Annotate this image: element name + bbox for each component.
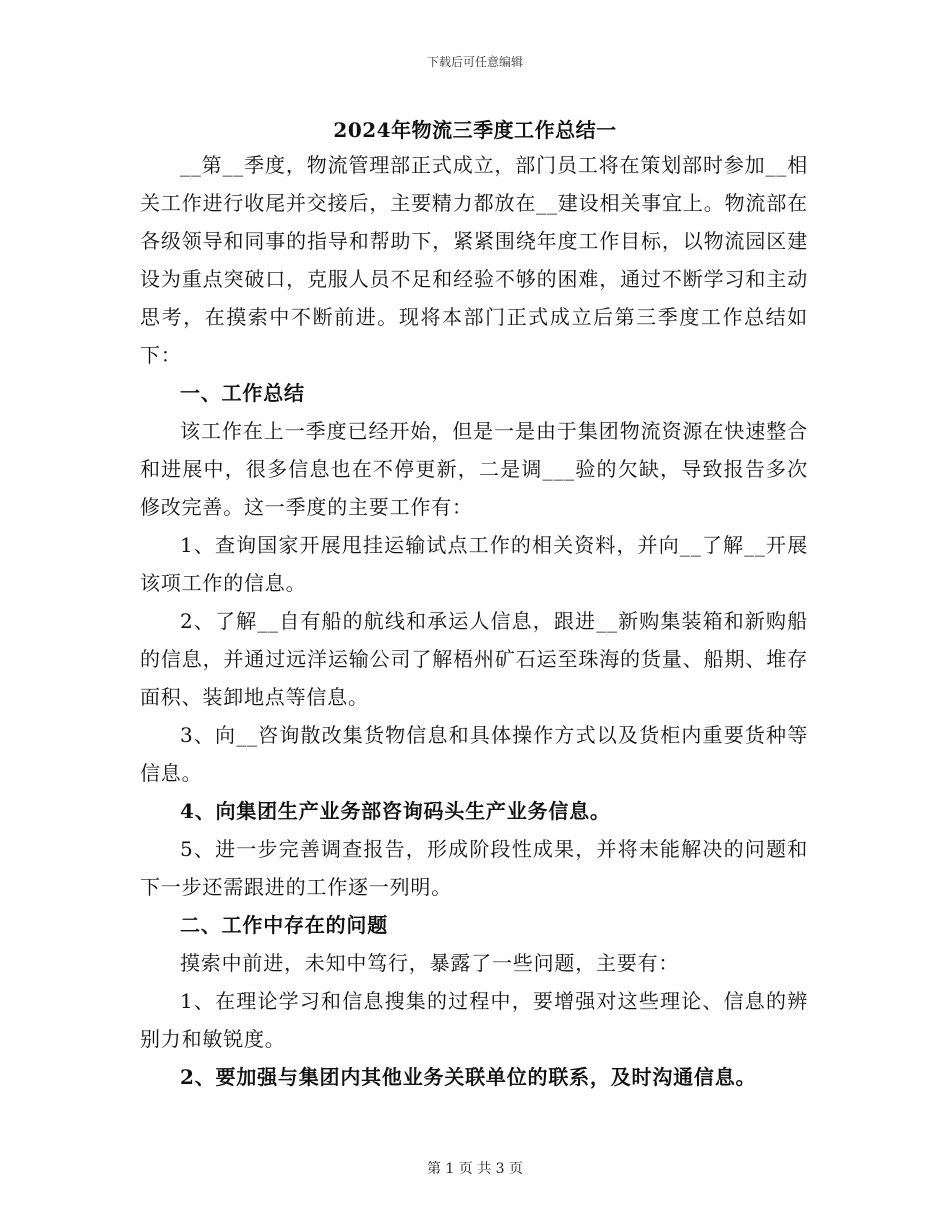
body-paragraph: 摸索中前进，未知中笃行，暴露了一些问题，主要有： [180, 951, 680, 975]
document-title: 2024年物流三季度工作总结一 [333, 118, 617, 142]
list-item: 2、了解__自有船的航线和承运人信息，跟进__新购集装箱和新购船的信息，并通过远洋运输公司了解梧州矿石运至珠海的货量、船期、堆存面积、装卸地点等信息。 [140, 609, 808, 709]
list-item: 1、在理论学习和信息搜集的过程中，要增强对这些理论、信息的辨别力和敏锐度。 [140, 989, 808, 1051]
list-item: 3、向__咨询散改集货物信息和具体操作方式以及货柜内重要货种等信息。 [140, 723, 808, 785]
body-paragraph: 该工作在上一季度已经开始，但是一是由于集团物流资源在快速整合和进展中，很多信息也在不停更新，二是调___验的欠缺，导致报告多次修改完善。这一季度的主要工作有： [140, 419, 808, 519]
section-heading-work-summary: 一、工作总结 [180, 381, 305, 405]
page-number: 第 1 页 共 3 页 [426, 1161, 524, 1177]
list-item: 1、查询国家开展甩挂运输试点工作的相关资料，并向__了解__开展该项工作的信息。 [140, 533, 808, 595]
list-item: 5、进一步完善调查报告，形成阶段性成果，并将未能解决的问题和下一步还需跟进的工作逐一列明。 [140, 837, 808, 899]
document-body [140, 146, 808, 1096]
list-item: 2、要加强与集团内其他业务关联单位的联系，及时沟通信息。 [180, 1065, 757, 1089]
intro-paragraph: __第__季度，物流管理部正式成立，部门员工将在策划部时参加__相关工作进行收尾并交接后，主要精力都放在__建设相关事宜上。物流部在各级领导和同事的指导和帮助下，紧紧围绕年度工作目标，以物流园区建设为重点突破口，克服人员不足和经验不够的困难，通过不断学习和主动思考，在摸索中不断前进。现将本部门正式成立后第三季度工作总结如下： [140, 153, 808, 367]
list-item: 4、向集团生产业务部咨询码头生产业务信息。 [180, 799, 611, 823]
header-note: 下载后可任意编辑 [426, 55, 523, 69]
section-heading-problems: 二、工作中存在的问题 [180, 913, 388, 937]
